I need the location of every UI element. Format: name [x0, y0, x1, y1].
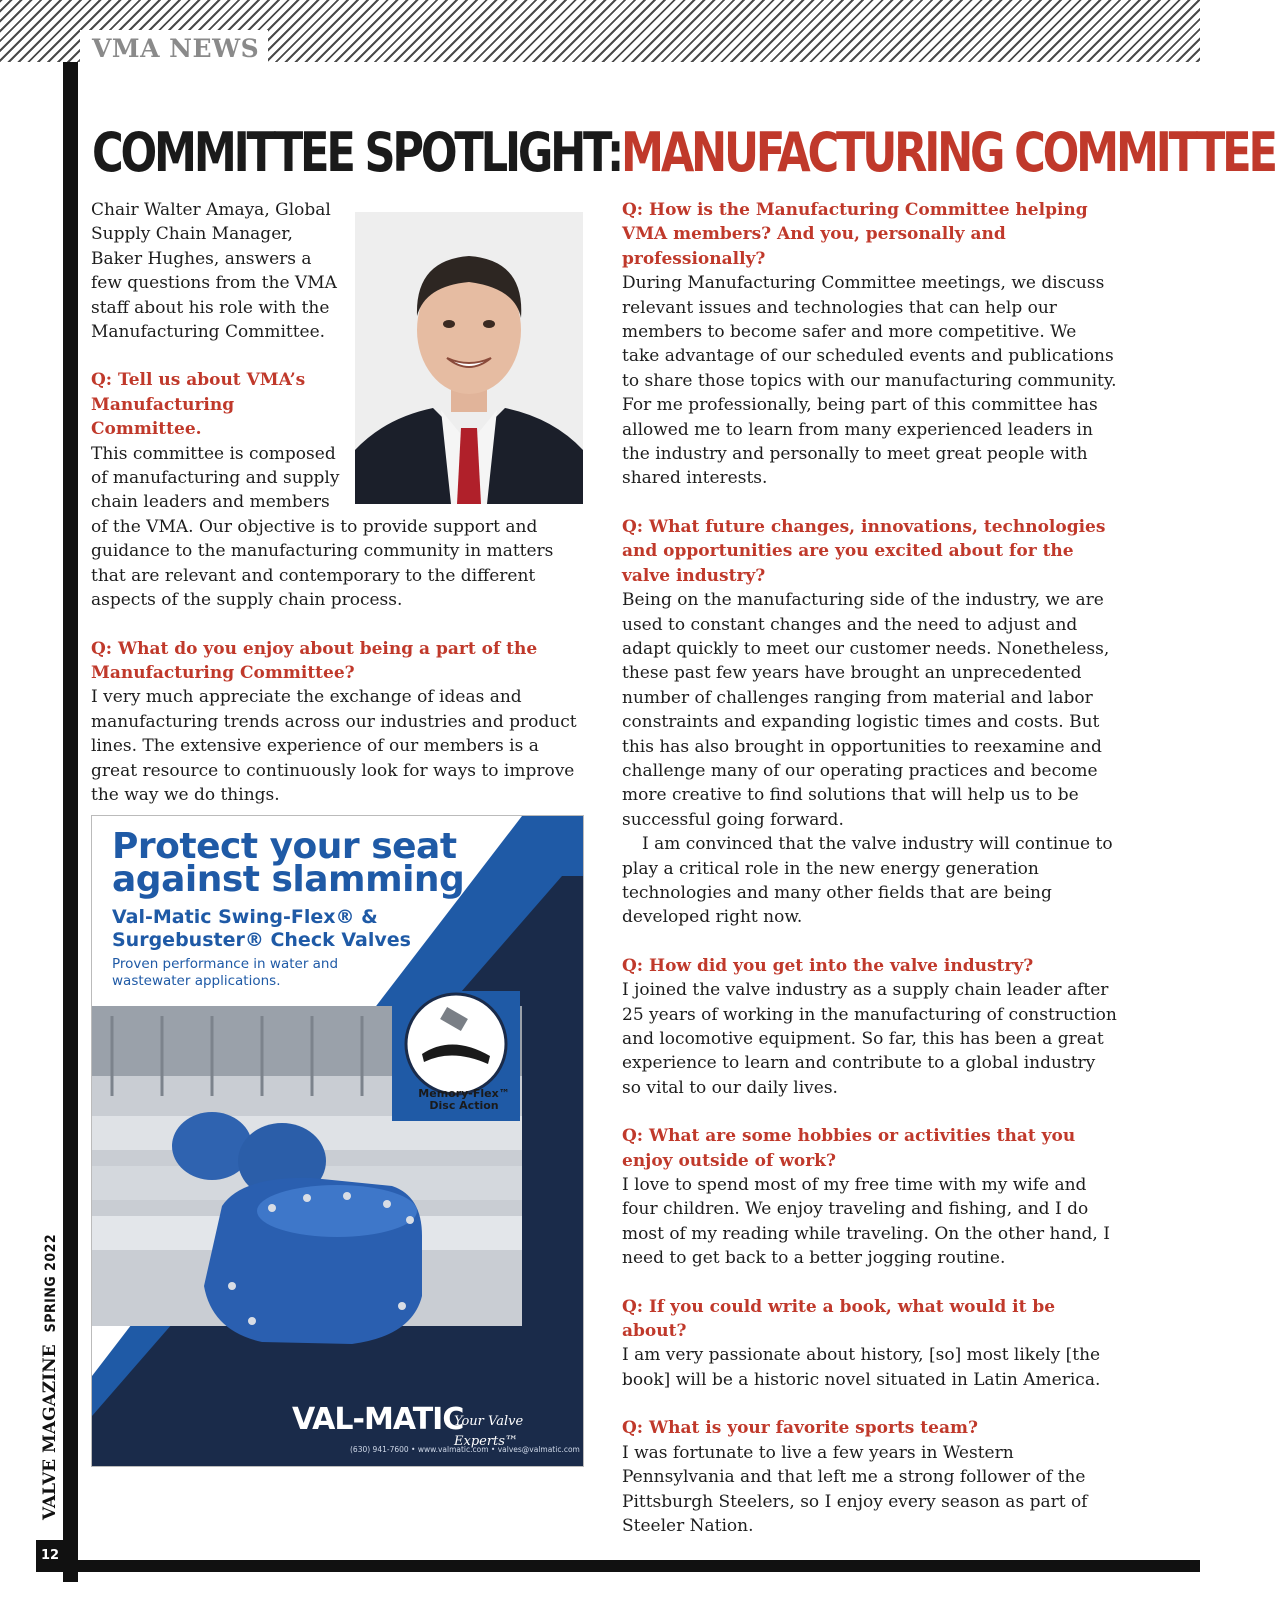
- valmatic-advertisement[interactable]: [91, 815, 584, 1467]
- answer-continued: I am convinced that the valve industry will continue to play a critical role in the new energy generation technologies and many other fields that are being developed right now.: [622, 834, 1113, 928]
- right-column: [622, 198, 1117, 1538]
- issue-label: SPRING 2022: [43, 1233, 59, 1333]
- magazine-spine: [36, 1220, 64, 1520]
- question: Q: What future changes, innovations, technologies and opportunities are you excited about for the valve industry?: [622, 516, 1106, 586]
- answer: During Manufacturing Committee meetings, we discuss relevant issues and technologies that can help our members to become safer and more competitive. We take advantage of our scheduled events and publications to share those topics with our manufacturing community. For me professionally, being part of this committee has allowed me to learn from many experienced leaders in the industry and personally to meet great people with shared interests.: [622, 273, 1117, 489]
- question: Q: If you could write a book, what would it be about?: [622, 1296, 1056, 1342]
- section-label: VMA NEWS: [80, 30, 268, 68]
- ad-tagline: Your Valve Experts™: [454, 1414, 524, 1449]
- memory-flex-badge: [404, 994, 514, 1112]
- title-part1: COMMITTEE SPOTLIGHT:: [92, 121, 622, 184]
- left-column: [91, 198, 583, 807]
- page-number: 12: [36, 1540, 64, 1572]
- question: Q: What do you enjoy about being a part of the Manufacturing Committee?: [91, 638, 538, 683]
- intro-paragraph: Chair Walter Amaya, Global Supply Chain Manager, Baker Hughes, answers a few questions from the VMA staff about his role with the Manufacturing Committee.: [91, 200, 337, 343]
- answer: This committee is composed of manufacturing and supply chain leaders and members of the VMA. Our objective is to provide support and guidance to the manufacturing community in matters that are relevant and contemporary to the different aspects of the supply chain process.: [91, 443, 554, 611]
- answer: I love to spend most of my free time with my wife and four children. We enjoy traveling and fishing, and I do most of my reading while traveling. On the other hand, I need to get back to a better jogging routine.: [622, 1175, 1110, 1269]
- answer: I am very passionate about history, [so] most likely [the book] will be a historic novel situated in Latin America.: [622, 1345, 1101, 1390]
- question: Q: Tell us about VMA’s Manufacturing Committee.: [91, 370, 306, 440]
- valmatic-logo: VAL-MATIC: [292, 1402, 464, 1437]
- magazine-name: VALVE MAGAZINE: [40, 1344, 60, 1520]
- ad-headline: Protect your seat against slamming: [112, 826, 465, 900]
- answer: I was fortunate to live a few years in Western Pennsylvania and that left me a strong follower of the Pittsburgh Steelers, so I enjoy every season as part of Steeler Nation.: [622, 1442, 1088, 1536]
- question: Q: What are some hobbies or activities that you enjoy outside of work?: [622, 1126, 1076, 1171]
- left-edge-bar: [63, 62, 78, 1582]
- bottom-edge-bar: [63, 1560, 1200, 1572]
- ad-contact-line[interactable]: (630) 941-7600 • www.valmatic.com • valves@valmatic.com: [350, 1445, 580, 1454]
- answer: I joined the valve industry as a supply chain leader after 25 years of working in the manufacturing of construction and locomotive equipment. So far, this has been a great experience to learn and contribute to a global industry so vital to our daily lives.: [622, 980, 1117, 1098]
- badge-label: Memory-Flex™ Disc Action: [418, 1087, 510, 1112]
- answer: Being on the manufacturing side of the industry, we are used to constant changes and the need to adjust and adapt quickly to meet our customer needs. Nonetheless, these past few years have brought an unprecedented number of challenges ranging from material and labor constraints and expanding logistic times and costs. But this has also brought in opportunities to reexamine and challenge many of our operating practices and become more creative to find solutions that will help us to be successful going forward.: [622, 590, 1110, 830]
- title-part2: MANUFACTURING COMMITTEE: [621, 121, 1275, 184]
- page-title: [92, 118, 1275, 188]
- question: Q: How did you get into the valve industry?: [622, 955, 1034, 976]
- ad-subhead: Val-Matic Swing-Flex® & Surgebuster® Check Valves: [112, 906, 411, 951]
- ad-body-text: Proven performance in water and wastewater applications.: [112, 956, 339, 989]
- question: Q: How is the Manufacturing Committee helping VMA members? And you, personally and professionally?: [622, 200, 1088, 269]
- answer: I very much appreciate the exchange of ideas and manufacturing trends across our industries and product lines. The extensive experience of our members is a great resource to continuously look for ways to improve the way we do things.: [91, 687, 577, 805]
- portrait-illustration: [355, 212, 583, 504]
- question: Q: What is your favorite sports team?: [622, 1418, 978, 1439]
- author-photo: [355, 212, 583, 504]
